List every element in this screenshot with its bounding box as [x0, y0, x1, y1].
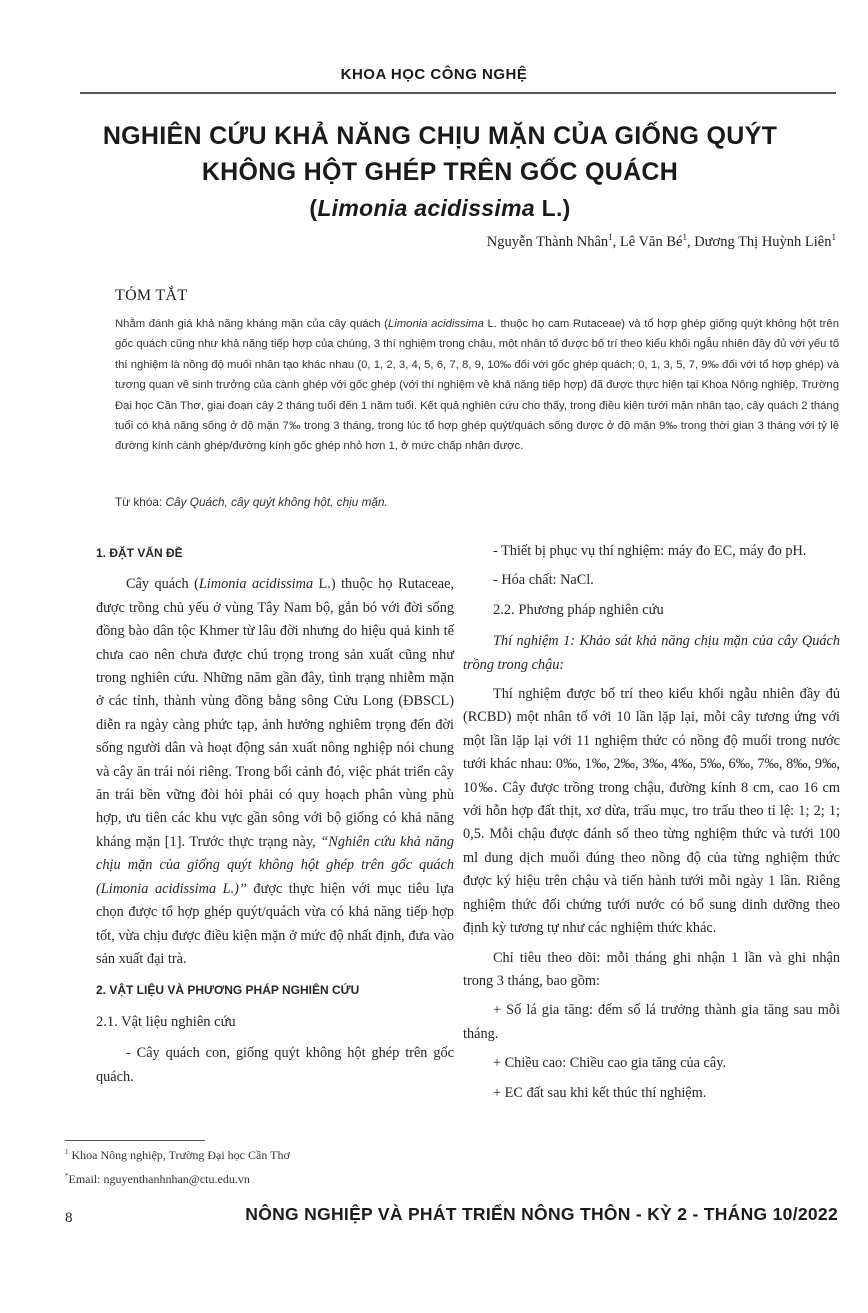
author-3: Dương Thị Huỳnh Liên — [694, 233, 832, 250]
header-rule — [80, 92, 836, 94]
title-line-3: (Limonia acidissima L.) — [309, 195, 571, 221]
section-heading-1: 1. ĐẶT VẤN ĐỀ — [96, 546, 183, 560]
section-heading-2: 2. VẬT LIỆU VÀ PHƯƠNG PHÁP NGHIÊN CỨU — [96, 983, 360, 998]
paper-title — [60, 118, 820, 226]
author-2: Lê Văn Bé — [619, 233, 683, 250]
criteria-item-1: + Số lá gia tăng: đếm số lá trưởng thành gia tăng sau mỗi tháng. — [463, 1002, 840, 1042]
experiment-1-title: Thí nghiệm 1: Khảo sát khả năng chịu mặn của cây Quách trồng trong chậu: — [463, 633, 840, 673]
footnote-affiliation: $^1$ Khoa Nông nghiệp, Trường Đại học Cần Thơ — [65, 1148, 290, 1162]
section-header: KHOA HỌC CÔNG NGHỆ — [340, 66, 528, 83]
intro-paragraph: Cây quách (Limonia acidissima L.) thuộc họ Rutaceae, được trồng chủ yếu ở vùng Tây Nam bộ, gắn bó với đời sống đồng bào dân tộc Khmer từ lâu đời nhưng do hiệu quả kinh tế chưa cao nên chưa được chú trọng trong sản xuất cũng như trong nghiên cứu. Những năm gần đây, tình trạng nhiễm mặn ở các tỉnh, thành vùng đồng bằng sông Cửu Long (ĐBSCL) diễn ra ngày càng phức tạp, ảnh hưởng nghiêm trọng đến đời sống người dân và hoạt động sản xuất nông nghiệp nói chung và cây ăn trái nói riêng. Trong bối cảnh đó, việc phát triển cây ăn trái bền vững đòi hỏi phải có quy hoạch phân vùng phù hợp, ưu tiên các khu vực gần sông với bộ giống có khả năng kháng mặn [1]. Trước thực trạng này, “Nghiên cứu khả năng chịu mặn của giống quýt không hột ghép trên gốc quách (Limonia acidissima L.)” được thực hiện với mục tiêu lựa chọn được tổ hợp ghép quýt/quách vừa có khả năng tiếp hợp tốt, vừa chịu được điều kiện mặn ở mức độ nhất định, đưa vào sản xuất đại trà. — [96, 576, 455, 967]
title-line-2: KHÔNG HỘT GHÉP TRÊN GỐC QUÁCH — [201, 158, 679, 186]
materials-item-2: - Thiết bị phục vụ thí nghiệm: máy đo EC, máy đo pH. — [493, 543, 807, 559]
abstract-text: Nhằm đánh giá khả năng kháng mặn của cây quách (Limonia acidissima L. thuộc họ cam Rutaceae) và tổ hợp ghép giống quýt không hột trên gốc quách cũng như khả năng tiếp hợp của chúng, 3 thí nghiệm trong chậu, một nhân tố được bố trí theo kiểu khối ngẫu nhiên đầy đủ với yếu tố thí nghiệm là nồng độ muối nhân tạo khác nhau (0, 1, 2, 3, 4, 5, 6, 7, 8, 9, 10‰ đối với gốc ghép quách; 0, 1, 3, 5, 7, 9‰ đối với tổ hợp ghép) và tương quan về sinh trưởng của cành ghép với gốc ghép (với thí nghiệm về khả năng tiếp hợp) đã được thực hiện tại Khoa Nông nghiệp, Trường Đại học Cần Thơ, giai đoạn cây 2 tháng tuổi đến 1 năm tuổi. Kết quả nghiên cứu cho thấy, trong điều kiện tưới mặn nhân tạo, cây quách 2 tháng tuổi có khả năng sống ở độ mặn 7‰ trong 3 tháng, trong lúc tổ hợp ghép quýt/quách sống được ở độ mặn 9‰ trong thời gian 3 tháng với tỷ lệ đường kính cành ghép/đường kính gốc ghép nhỏ hơn 1, ở mức chấp nhận được. — [115, 318, 839, 453]
right-column — [463, 540, 840, 1111]
footnotes — [65, 1142, 290, 1190]
journal-footer: NÔNG NGHIỆP VÀ PHÁT TRIỂN NÔNG THÔN - KỲ 2 - THÁNG 10/2022 — [245, 1204, 838, 1224]
subsection-2-2: 2.2. Phương pháp nghiên cứu — [493, 601, 664, 618]
page-number: 8 — [65, 1210, 73, 1226]
abstract-heading: TÓM TẮT — [115, 287, 188, 304]
keywords: Từ khóa: Cây Quách, cây quýt không hột, chịu mặn. — [115, 495, 388, 509]
criteria-item-2: + Chiều cao: Chiều cao gia tăng của cây. — [493, 1055, 727, 1072]
experiment-1-paragraph: Thí nghiệm được bố trí theo kiểu khối ngẫu nhiên đầy đủ (RCBD) một nhân tố với 10 lần lặp lại, mỗi cây tương ứng với một lần lặp lại với 11 nghiệm thức có nồng độ muối trong nước tưới khác nhau: 0‰, 1‰, 2‰, 3‰, 4‰, 5‰, 6‰, 7‰, 8‰, 9‰, 10‰. Cây được trồng trong chậu, đường kính 8 cm, cao 16 cm với hỗn hợp đất thịt, xơ dừa, trấu mục, tro trấu theo tỉ lệ: 1; 2; 1; 0,5. Mỗi chậu được đánh số theo từng nghiệm thức và tưới 100 ml dung dịch muối đúng theo nồng độ của từng nghiệm thức được ký hiệu trên chậu và tiến hành tưới mỗi ngày 1 lần. Riêng nghiệm thức đối chứng tưới nước có bổ sung dinh dưỡng theo định kỳ tương tự như các nghiệm thức khác. — [463, 686, 840, 937]
footnote-rule — [65, 1140, 205, 1141]
subsection-2-1: 2.1. Vật liệu nghiên cứu — [96, 1013, 236, 1030]
footnote-email: *Email: nguyenthanhnhan@ctu.edu.vn — [65, 1172, 250, 1186]
materials-item-1: - Cây quách con, giống quýt không hột ghép trên gốc quách. — [96, 1045, 454, 1085]
criteria-paragraph: Chỉ tiêu theo dõi: mỗi tháng ghi nhận 1 lần và ghi nhận trong 3 tháng, bao gồm: — [463, 949, 840, 989]
title-species: Limonia acidissima — [317, 195, 535, 221]
left-column — [96, 542, 454, 1095]
materials-item-3: - Hóa chất: NaCl. — [493, 572, 594, 589]
criteria-item-3: + EC đất sau khi kết thúc thí nghiệm. — [493, 1084, 707, 1101]
authors: Nguyễn Thành Nhân$^1$, Lê Văn $Bé^1$, Dương Thị Huỳnh Liên$^1$ — [486, 232, 836, 250]
author-1: Nguyễn Thành Nhân — [486, 233, 609, 250]
title-line-1: NGHIÊN CỨU KHẢ NĂNG CHỊU MẶN CỦA GIỐNG QUÝT — [102, 122, 778, 150]
